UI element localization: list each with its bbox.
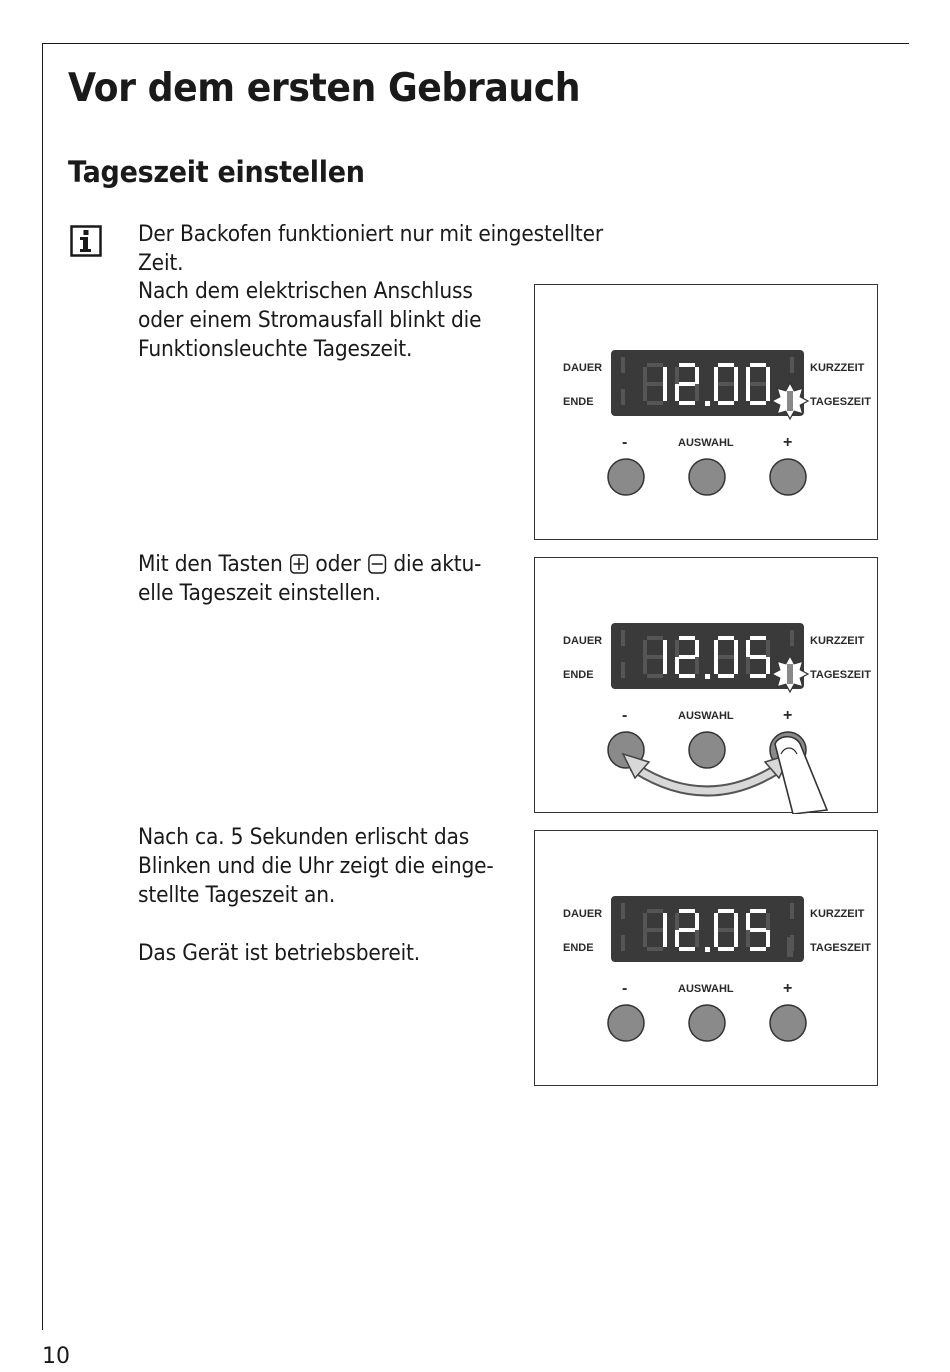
segment [679,674,695,678]
step-1-line-2: oder einem Stromausfall blinkt die [138,308,482,333]
marker [621,935,625,951]
marker [621,630,625,646]
segment [679,401,695,405]
label-kurzzeit: KURZZEIT [810,362,865,374]
segment [675,640,679,657]
segment [679,382,695,386]
segment [750,928,766,932]
display-screen [611,350,804,416]
segment [663,657,667,674]
label-dauer: DAUER [563,908,603,920]
info-icon [70,225,102,257]
label-kurzzeit: KURZZEIT [810,635,865,647]
display-screen [611,896,804,962]
decimal-point [705,401,710,406]
label-minus: - [622,707,628,724]
label-kurzzeit: KURZZEIT [810,908,865,920]
segment [746,640,750,657]
segment [647,909,663,913]
segment [643,913,647,930]
segment [750,909,766,913]
left-margin-rule [42,43,43,1330]
label-auswahl: AUSWAHL [678,437,734,449]
segment [718,928,734,932]
segment [647,382,663,386]
marker [621,357,625,373]
page-number: 10 [42,1344,70,1369]
section-title: Tageszeit einstellen [68,155,365,189]
label-minus: - [622,434,628,451]
blinking-indicator-icon [772,383,808,419]
segment [718,382,734,386]
display-screen [611,623,804,689]
step-3-line-1: Nach ca. 5 Sekunden erlischt das [138,825,470,850]
step-2-line-1-post: die aktu- [387,552,482,577]
plus-button[interactable] [770,459,806,495]
segment [718,655,734,659]
segment [643,384,647,401]
finger-icon [775,737,827,814]
auswahl-button[interactable] [689,1005,725,1041]
segment [714,930,718,947]
minus-button[interactable] [608,459,644,495]
segment [675,657,679,674]
segment [663,367,667,384]
segment [750,655,766,659]
segment [647,947,663,951]
segment [734,930,738,947]
segment [695,384,699,401]
segment [718,909,734,913]
segment [663,384,667,401]
segment [675,930,679,947]
segment [734,367,738,384]
segment [695,640,699,657]
label-ende: ENDE [563,942,594,954]
segment [766,913,770,930]
segment [746,367,750,384]
segment [714,913,718,930]
segment [750,382,766,386]
label-ende: ENDE [563,396,594,408]
step-2-line-2: elle Tageszeit einstellen. [138,581,381,606]
segment [714,367,718,384]
step-2-line-1-mid: oder [315,552,361,577]
segment [750,674,766,678]
label-dauer: DAUER [563,635,603,647]
label-plus: + [783,434,793,451]
segment [750,363,766,367]
top-rule [42,43,909,44]
auswahl-button[interactable] [689,732,725,768]
segment [663,640,667,657]
indicator-light [787,664,793,684]
segment [718,947,734,951]
page-title: Vor dem ersten Gebrauch [68,66,581,111]
step-1-line-1: Nach dem elektrischen Anschluss [138,279,473,304]
segment [663,913,667,930]
step-3-ready: Das Gerät ist betriebsbereit. [138,941,421,966]
control-panel-3 [534,830,878,1086]
segment [675,384,679,401]
segment [695,367,699,384]
segment [643,640,647,657]
decimal-point [705,947,710,952]
minus-button[interactable] [608,1005,644,1041]
label-tageszeit: TAGESZEIT [810,396,871,408]
segment [643,657,647,674]
label-tageszeit: TAGESZEIT [810,942,871,954]
segment [714,640,718,657]
control-panel-1 [534,284,878,540]
plus-key-icon [290,554,308,574]
segment [734,913,738,930]
label-plus: + [783,980,793,997]
segment [643,367,647,384]
segment [750,636,766,640]
segment [718,636,734,640]
marker [790,357,794,373]
step-3-line-2: Blinken und die Uhr zeigt die einge- [138,854,494,879]
control-panel-2 [534,557,878,813]
segment [647,674,663,678]
label-plus: + [783,707,793,724]
segment [750,401,766,405]
segment [647,636,663,640]
segment [679,636,695,640]
segment [714,657,718,674]
label-auswahl: AUSWAHL [678,710,734,722]
segment [695,657,699,674]
segment [679,947,695,951]
segment [746,657,750,674]
segment [734,657,738,674]
marker [621,662,625,678]
segment [734,640,738,657]
segment [746,930,750,947]
label-dauer: DAUER [563,362,603,374]
segment [679,909,695,913]
step-3-line-3: stellte Tageszeit an. [138,883,336,908]
indicator-light [787,391,793,411]
segment [766,367,770,384]
indicator-slot [787,937,793,957]
step-1-line-3: Funktionsleuchte Tageszeit. [138,337,413,362]
segment [663,930,667,947]
segment [766,640,770,657]
segment [679,928,695,932]
blinking-indicator-icon [772,656,808,692]
info-note: Der Backofen funktioniert nur mit eingestellter Zeit. [138,222,604,276]
segment [675,367,679,384]
indicator-light [787,937,793,957]
segment [647,401,663,405]
decimal-point [705,674,710,679]
label-minus: - [622,980,628,997]
segment [766,657,770,674]
segment [695,913,699,930]
segment [679,363,695,367]
label-auswahl: AUSWAHL [678,983,734,995]
segment [714,384,718,401]
step-2-line-1-pre: Mit den Tasten [138,552,283,577]
segment [695,930,699,947]
segment [643,930,647,947]
segment [766,384,770,401]
minus-key-icon [368,554,386,574]
marker [621,389,625,405]
segment [718,674,734,678]
marker [790,903,794,919]
segment [734,384,738,401]
marker [790,630,794,646]
segment [766,930,770,947]
segment [647,655,663,659]
segment [647,928,663,932]
segment [750,947,766,951]
segment [675,913,679,930]
label-ende: ENDE [563,669,594,681]
segment [718,401,734,405]
segment [746,913,750,930]
label-tageszeit: TAGESZEIT [810,669,871,681]
marker [621,903,625,919]
segment [746,384,750,401]
plus-button[interactable] [770,1005,806,1041]
auswahl-button[interactable] [689,459,725,495]
segment [647,363,663,367]
segment [679,655,695,659]
segment [718,363,734,367]
